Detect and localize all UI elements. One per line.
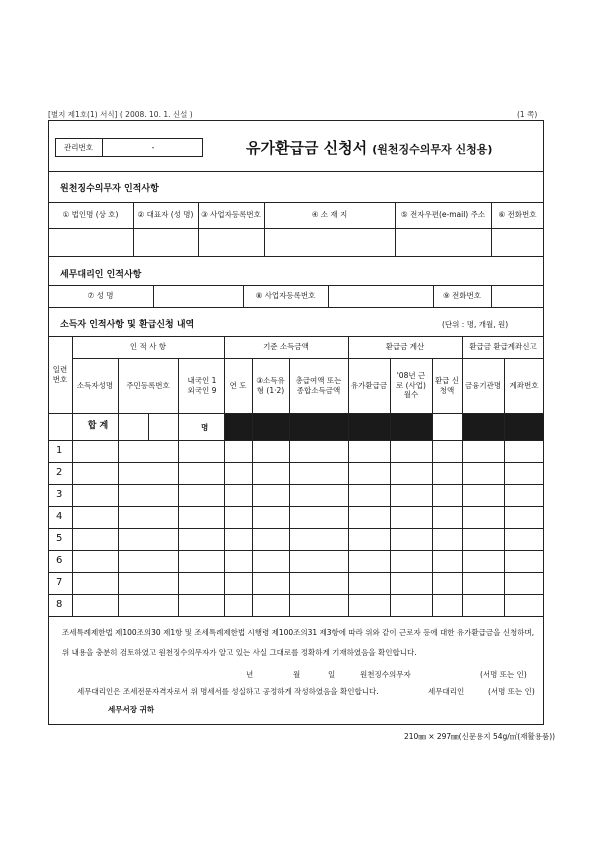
withholder-heading: 원천징수의무자 인적사항	[60, 184, 159, 194]
mgmt-label: 관리번호	[64, 142, 93, 152]
group-account: 환급금 환급계좌신고	[469, 342, 537, 352]
withholder-input-row[interactable]	[48, 229, 544, 256]
statement-line2: 위 내용을 충분히 검토하였고 원천징수의무자가 알고 있는 사실 그대로를 정확하게 기재하였음을 확인합니다.	[62, 648, 417, 657]
group-refund: 환급금 계산	[385, 342, 425, 352]
grid-line	[390, 358, 391, 616]
agent-sign-label: 세무대리인	[428, 687, 465, 696]
col-nationality: 내국인 1 외국인 9	[187, 376, 217, 395]
signer-sign: (서명 또는 인)	[480, 670, 527, 679]
total-count-input[interactable]	[150, 414, 200, 440]
grid-line	[178, 358, 179, 616]
table-row[interactable]	[48, 462, 544, 484]
field-company-name: ① 법인명 (상 호)	[62, 210, 119, 220]
agent-phone-label: ⑨ 전화번호	[442, 291, 482, 301]
row-number: 1	[56, 445, 63, 456]
col-account: 계좌번호	[509, 380, 539, 390]
grid-line	[348, 336, 349, 616]
row-number: 6	[56, 555, 63, 566]
grid-line	[462, 336, 463, 616]
addressee: 세무서장 귀하	[108, 705, 155, 714]
col-refund-amount: 유가환급금	[350, 380, 388, 390]
total-label: 합 계	[87, 420, 109, 431]
table-row[interactable]	[48, 484, 544, 506]
field-business-reg-no: ③ 사업자등록번호	[201, 210, 261, 220]
title-sub: (원천징수의무자 신청용)	[372, 143, 493, 156]
agent-reg-input[interactable]	[329, 286, 433, 307]
row-divider	[48, 572, 544, 573]
title-main: 유가환급금 신청서	[246, 139, 368, 157]
page-number: (1 쪽)	[517, 110, 538, 119]
row-divider	[48, 506, 544, 507]
col-name: 소득자성명	[76, 380, 114, 390]
row-number: 5	[56, 533, 63, 544]
total-shaded-block	[224, 414, 432, 440]
table-row[interactable]	[48, 550, 544, 572]
col-income-type: ③소득유형 (1·2)	[256, 376, 285, 395]
mgmt-value[interactable]: -	[151, 142, 155, 152]
row-divider	[48, 462, 544, 463]
field-phone: ⑥ 전화번호	[498, 210, 537, 220]
total-unit: 명	[201, 423, 209, 432]
col-total-income: 총급여액 또는 종합소득금액	[295, 376, 342, 395]
col-refund-request: 환급 신청액	[434, 376, 460, 395]
agent-heading: 세무대리인 인적사항	[60, 270, 142, 280]
date-month-label: 월	[293, 670, 301, 679]
form-label: [별지 제1호(1) 서식] ( 2008. 10. 1. 신설 )	[48, 110, 193, 119]
grid-line	[289, 358, 290, 616]
statement-line1: 조세특례제한법 제100조의30 제1항 및 조세특례제한법 시행령 제100조의31 제3항에 따라 위와 같이 근로자 등에 대한 유가환급금을 신청하며,	[62, 628, 535, 637]
grid-line	[504, 358, 505, 616]
row-divider	[48, 484, 544, 485]
agent-reg-label: ⑧ 사업자등록번호	[255, 291, 316, 301]
date-year-label: 년	[246, 670, 254, 679]
agent-name-label: ⑦ 성 명	[87, 291, 114, 301]
total-shaded-account	[462, 414, 544, 440]
field-email: ⑤ 전자우편(e-mail) 주소	[400, 210, 486, 220]
row-number: 7	[56, 577, 63, 588]
row-number: 8	[56, 599, 63, 610]
table-row[interactable]	[48, 594, 544, 616]
col-serial: 일련번호	[52, 365, 68, 384]
row-number: 3	[56, 489, 63, 500]
row-divider	[48, 594, 544, 595]
grid-line	[72, 336, 73, 616]
row-number: 4	[56, 511, 63, 522]
group-income: 기준 소득금액	[263, 342, 309, 352]
grid-line	[148, 413, 149, 440]
table-row[interactable]	[48, 506, 544, 528]
col-year: 연 도	[229, 380, 247, 390]
unit-label: (단위 : 명, 개월, 원)	[442, 320, 509, 329]
grid-line	[224, 336, 225, 616]
field-representative: ② 대표자 (성 명)	[137, 210, 194, 220]
page-title	[246, 137, 492, 158]
col-bank: 금융기관명	[464, 380, 502, 390]
grid-line	[252, 358, 253, 616]
agent-name-input[interactable]	[154, 286, 243, 307]
row-divider	[48, 550, 544, 551]
table-row[interactable]	[48, 440, 544, 462]
signer-label: 원천징수의무자	[360, 670, 411, 679]
col-rrn: 주민등록번호	[126, 380, 170, 390]
group-personal: 인 적 사 항	[129, 342, 167, 352]
earner-heading: 소득자 인적사항 및 환급신청 내역	[60, 320, 195, 330]
agent-sign: (서명 또는 인)	[488, 687, 535, 696]
grid-line	[118, 358, 119, 616]
field-address: ④ 소 재 지	[311, 210, 348, 220]
row-number: 2	[56, 467, 63, 478]
agent-phone-input[interactable]	[492, 286, 544, 307]
row-divider	[48, 528, 544, 529]
table-row[interactable]	[48, 572, 544, 594]
paper-spec: 210㎜ × 297㎜(신문용지 54g/㎡(재활용품))	[404, 732, 556, 741]
col-months: '08년 근로 (사업)월수	[396, 371, 426, 400]
date-day-label: 일	[328, 670, 336, 679]
table-row[interactable]	[48, 528, 544, 550]
agent-statement: 세무대리인은 조세전문자격자로서 위 명세서를 성실하고 공정하게 작성하였음을 확인합니다.	[77, 687, 379, 696]
grid-line	[432, 358, 433, 616]
